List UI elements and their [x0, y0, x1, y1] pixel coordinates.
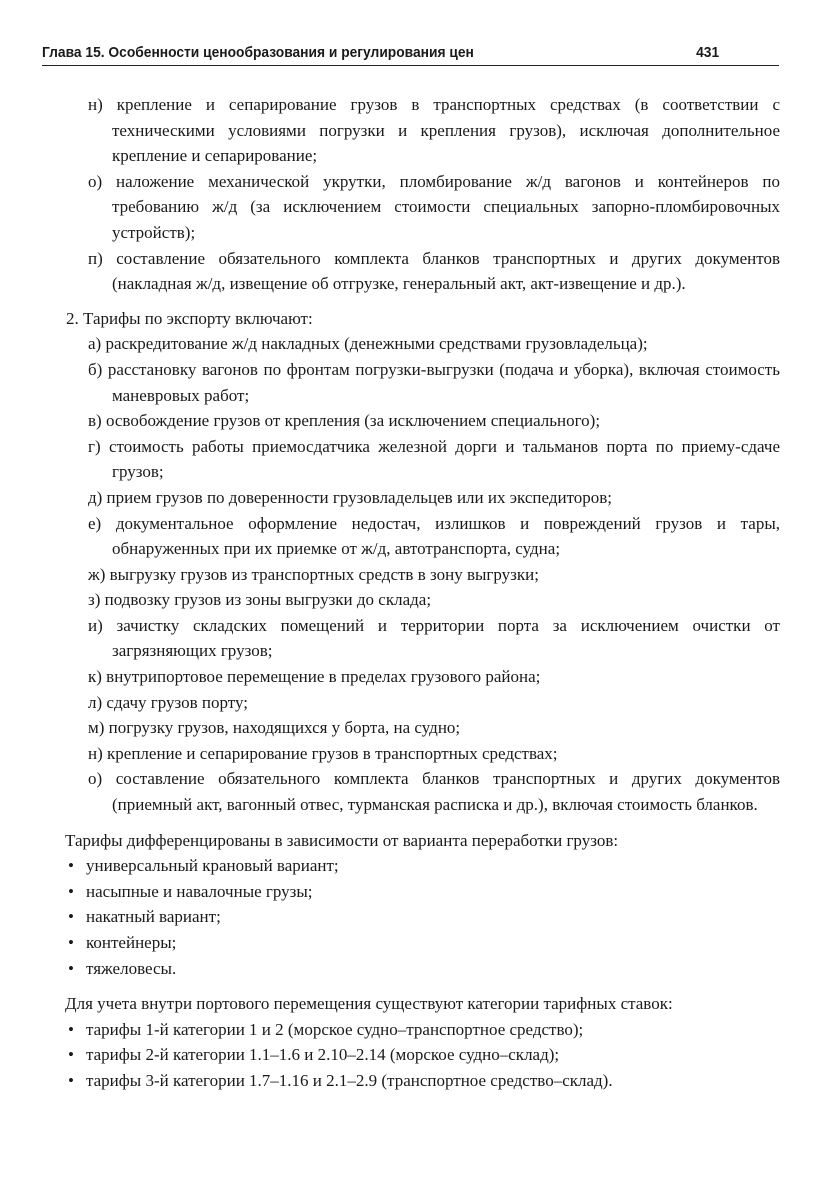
bullet-item: • тарифы 3-й категории 1.7–1.16 и 2.1–2.9 (транспортное средство–склад). [66, 1068, 780, 1094]
bullet-icon: • [68, 1045, 74, 1065]
list-item: в) освобождение грузов от крепления (за исключением специального); [88, 411, 601, 431]
bullet-item: • накатный вариант; [66, 904, 780, 930]
list-item: м) погрузку грузов, находящихся у борта, на судно; [88, 718, 461, 738]
variants-list [60, 853, 780, 981]
bullet-item: • тарифы 2-й категории 1.1–1.6 и 2.10–2.14 (морское судно–склад); [66, 1042, 780, 1068]
list-item: о) составление обязательного комплекта бланков транспортных и других документов (приемный акт, вагонный отвес, турманская расписка и др.), включая стоимость бланков. [88, 769, 780, 815]
list-item: н) крепление и сепарирование грузов в транспортных средствах (в соответствии с техническими условиями погрузки и крепления грузов), исключая дополнительное крепление и сепарирование; [88, 95, 780, 166]
bullet-icon: • [68, 1070, 74, 1090]
categories-intro: Для учета внутри портового перемещения существуют категории тарифных ставок: [65, 994, 673, 1014]
list-item: б) расстановку вагонов по фронтам погрузки-выгрузки (подача и уборка), включая стоимость маневровых работ; [88, 359, 780, 405]
list-item: е) документальное оформление недостач, излишков и повреждений грузов и тары, обнаруженных при их приемке от ж/д, автотранспорта, судна; [88, 513, 780, 559]
bullet-icon: • [68, 958, 74, 978]
list-item: п) составление обязательного комплекта бланков транспортных и других документов (накладная ж/д, извещение об отгрузке, генеральный акт, акт-извещение и др.). [88, 248, 780, 294]
running-header [42, 44, 719, 61]
bullet-item: • контейнеры; [66, 930, 780, 956]
list-item: г) стоимость работы приемосдатчика железной дорги и тальманов порта по приему-сдаче грузов; [88, 436, 780, 482]
export-heading: 2. Тарифы по экспорту включают: [66, 308, 313, 328]
export-list [60, 331, 780, 817]
chapter-title: Глава 15. Особенности ценообразования и регулирования цен [42, 44, 474, 61]
list-item: о) наложение механической укрутки, пломбирование ж/д вагонов и контейнеров по требованию ж/д (за исключением стоимости специальных запорно-пломбировочных устройств); [88, 171, 780, 242]
header-divider [42, 65, 779, 66]
bullet-item: • универсальный крановый вариант; [66, 853, 780, 879]
list-item: з) подвозку грузов из зоны выгрузки до склада; [88, 590, 432, 610]
list-item: к) внутрипортовое перемещение в пределах грузового района; [88, 667, 541, 687]
bullet-item: • тарифы 1-й категории 1 и 2 (морское судно–транспортное средство); [66, 1017, 780, 1043]
bullet-icon: • [68, 856, 74, 876]
list-item: л) сдачу грузов порту; [88, 692, 248, 712]
list-continued [60, 92, 780, 297]
bullet-item: • насыпные и навалочные грузы; [66, 879, 780, 905]
page-body [60, 92, 780, 1094]
list-item: а) раскредитование ж/д накладных (денежными средствами грузовладельца); [88, 334, 648, 354]
bullet-icon: • [68, 933, 74, 952]
list-item: д) прием грузов по доверенности грузовладельцев или их экспедиторов; [88, 487, 613, 507]
bullet-icon: • [68, 907, 74, 927]
list-item: и) зачистку складских помещений и территории порта за исключением очистки от загрязняющих грузов; [88, 615, 780, 661]
variants-intro: Тарифы дифференцированы в зависимости от варианта переработки грузов: [65, 830, 619, 850]
bullet-icon: • [68, 881, 74, 901]
list-item: н) крепление и сепарирование грузов в транспортных средствах; [88, 743, 558, 763]
bullet-icon: • [68, 1019, 74, 1039]
categories-list [60, 1017, 780, 1094]
page-number: 431 [696, 44, 720, 61]
bullet-item: • тяжеловесы. [66, 956, 780, 982]
list-item: ж) выгрузку грузов из транспортных средств в зону выгрузки; [88, 564, 539, 584]
